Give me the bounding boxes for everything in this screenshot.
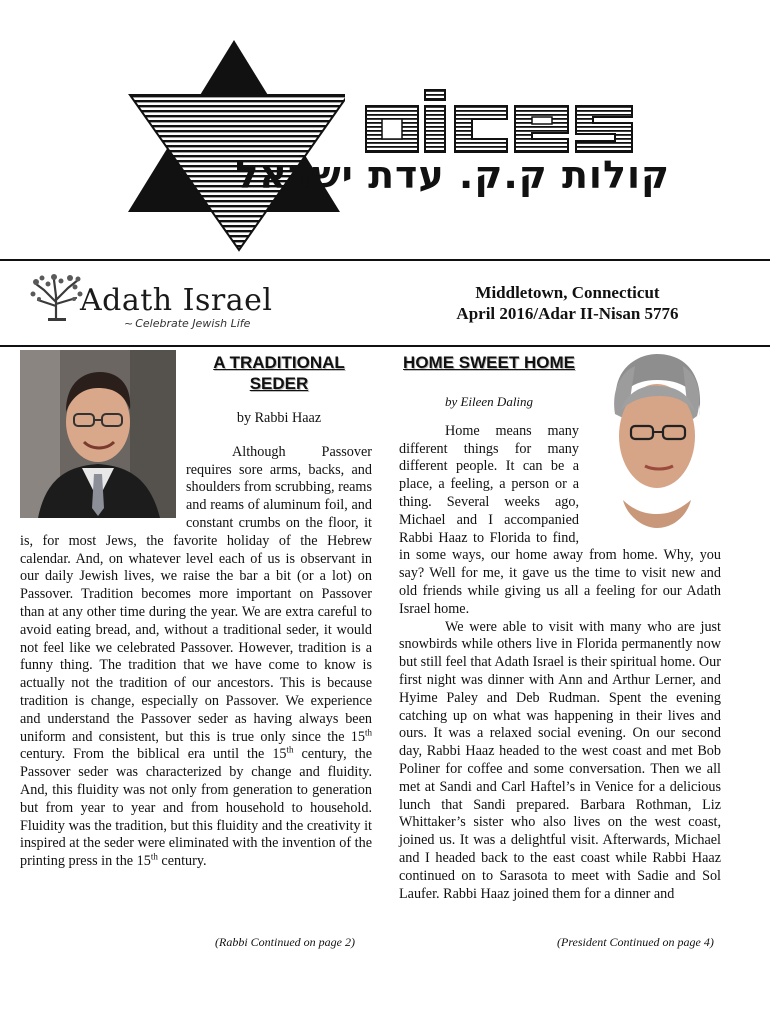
logo-tagline	[124, 317, 250, 330]
tagline-text: Celebrate Jewish Life	[135, 317, 251, 330]
superscript: th	[364, 726, 372, 737]
left-article	[20, 350, 372, 871]
superscript: th	[150, 851, 158, 862]
location: Middletown, Connecticut	[475, 283, 660, 302]
right-byline: by Eileen Daling	[444, 394, 534, 409]
issue-date: April 2016/Adar II-Nisan 5776	[456, 304, 679, 323]
star-of-david-logo	[0, 0, 345, 255]
masthead	[0, 0, 770, 255]
right-article	[399, 350, 721, 903]
right-headline: HOME SWEET HOME	[403, 353, 575, 372]
adath-israel-logo	[28, 272, 368, 334]
issue-info	[430, 282, 705, 324]
rabbi-photo	[20, 350, 176, 518]
logo-name: Adath Israel	[80, 283, 273, 318]
bottom-divider	[0, 345, 770, 347]
tree-icon	[28, 272, 86, 322]
right-paragraph-2: We were able to visit with many who are just snowbirds while others live in Florida permanently now but still feel that Adath Israel is their spiritual home. Our first night was dinner with Ann and Arthur Lerner, and Hyime Paley and Deb Rudman. Spent the evening catching up on what was happening in their lives and ours. It was a relaxed social evening. On our second day, Rabbi Haaz headed to the west coast and met Bob Poliner for coffee and some conversation. Then we all met at Sandi and Carl Haftel’s in Venice for a delicious lunch that Sandi prepared. Barbara Rothman, Liz Whittaker’s sister who also lives on the west coast, joined us. It was a delightful visit. Afterwards, Michael and I headed back to the east coast while Rabbi Haaz continued on to Sarasota to meet with Sadie and Sol Laufer. Rabbi Haaz joined them for a dinner and	[399, 618, 721, 902]
right-paragraph-1: Home means many different things for many different people. It can be a place, a feeling, a person or a thing. Several weeks ago, Michael and I accompanied Rabbi Haaz to Florida to find, in some ways, our home away from home. Why, you say? Well for me, it gave us the time to visit new and old friends while giving us all a feeling for our Adath Israel home.	[399, 422, 721, 617]
left-body-end: century.	[157, 853, 207, 870]
left-byline: by Rabbi Haaz	[236, 410, 322, 426]
voices-title-logo	[352, 86, 662, 156]
left-body-start: Although Passover requires sore arms, backs, and shoulders from scrubbing, reams and reams of aluminum foil, and constant crumbs on the floor, it is, for most Jews, the favorite holiday of the Hebrew calendar. And, on whatever level each of us is observant in our daily Jewish lives, we raise the bar a bit (or a lot) on Passover. Tradition becomes more important on Passover than at any other time during the year. We are extra careful to avoid eating bread, and, without a traditional seder, it would not feel like we celebrated Passover. However, tradition is a funny thing. The tradition that we have come to know is actually not the tradition of our ancestors. This is because tradition is change, especially on Passover. We experience and understand the Passover seder as having always been uniform and consistent, but this is true only since the 15	[20, 443, 372, 745]
left-body-mid1: century. From the biblical era until the 15	[20, 746, 287, 763]
superscript: th	[286, 744, 294, 755]
right-continued: (President Continued on page 4)	[557, 935, 714, 949]
tagline-dash-icon: ~	[124, 317, 134, 330]
author-photo	[587, 350, 721, 528]
left-headline: A TRADITIONAL SEDER	[213, 353, 345, 393]
top-divider	[0, 259, 770, 261]
hebrew-title: קולות ק.ק. עדת ישראל	[235, 153, 670, 197]
left-continued: (Rabbi Continued on page 2)	[215, 935, 355, 949]
left-body-mid2: century, the Passover seder was characterized by change and fluidity. And, this fluidity was not only from generation to generation but from year to year and from household to household. Fluidity was the tradition, but this fluidity and the creativity it inspired at the seder were eliminated with the invention of the printing press in the 15	[20, 746, 372, 870]
